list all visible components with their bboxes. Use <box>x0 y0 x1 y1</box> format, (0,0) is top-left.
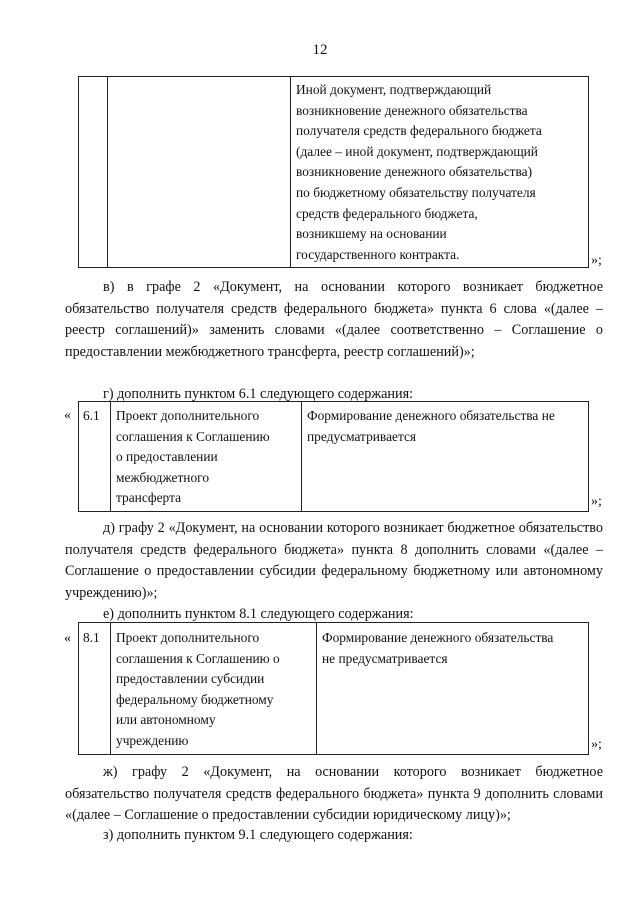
cell-line: (далее – иной документ, подтверждающий <box>296 143 538 159</box>
cell-line: по бюджетному обязательству получателя <box>296 184 536 200</box>
cell-line: средств федерального бюджета, <box>296 205 478 221</box>
opening-quote: « <box>64 408 71 423</box>
closing-quote: »; <box>591 494 602 509</box>
closing-quote: »; <box>591 253 602 268</box>
table-continuation <box>78 76 589 268</box>
cell-line: федеральному бюджетному <box>116 691 274 707</box>
table-item-6-1 <box>78 401 589 512</box>
table-cell-name <box>108 77 291 268</box>
cell-line: Формирование денежного обязательства не <box>307 408 555 423</box>
table-cell-name <box>111 623 317 755</box>
cell-line: о предоставлении <box>116 449 218 465</box>
cell-line: соглашения к Соглашению <box>116 428 270 444</box>
paragraph-d: д) графу 2 «Документ, на основании которого возникает бюджетное обязательство получателя средств федерального бюджета» пункта 8 дополнить словами «(далее – Соглашение о предоставлении субсидии федеральному бюджетному или автономному учреждению)»; <box>65 520 603 601</box>
cell-line: соглашения к Соглашению о <box>116 650 280 666</box>
cell-line: возникновение денежного обязательства <box>296 102 528 118</box>
table-cell-document <box>291 77 589 268</box>
paragraph-v: в) в графе 2 «Документ, на основании которого возникает бюджетное обязательство получателя средств федерального бюджета» пункта 6 слова «(далее – реестр соглашений)» заменить словами «(далее соответственно – Соглашение о предоставлении межбюджетного трансферта, реестр соглашений)»; <box>65 279 603 360</box>
table-row <box>79 623 589 755</box>
cell-line: Проект дополнительного <box>116 630 260 645</box>
cell-line: межбюджетного <box>116 469 210 485</box>
table-item-8-1 <box>78 622 589 755</box>
table-row <box>79 402 589 512</box>
page-number: 12 <box>312 42 328 58</box>
cell-line: не предусматривается <box>322 650 448 666</box>
cell-line: Иной документ, подтверждающий <box>296 82 492 97</box>
paragraph-z: з) дополнить пунктом 9.1 следующего содержания: <box>103 827 413 843</box>
cell-line: или автономному <box>116 712 216 728</box>
table-cell-number <box>79 77 108 268</box>
cell-line: Формирование денежного обязательства <box>322 630 554 645</box>
cell-line: трансферта <box>116 490 182 506</box>
cell-line: Проект дополнительного <box>116 408 260 423</box>
table-cell-number: 8.1 <box>79 623 111 755</box>
paragraph-zh: ж) графу 2 «Документ, на основании которого возникает бюджетное обязательство получателя средств федерального бюджета» пункта 9 дополнить словами «(далее – Соглашение о предоставлении субсидии юридическому лицу)»; <box>65 764 603 823</box>
paragraph-e: е) дополнить пунктом 8.1 следующего содержания: <box>103 606 414 622</box>
table-cell-document <box>317 623 589 755</box>
closing-quote: »; <box>591 737 602 752</box>
cell-line: возникшему на основании <box>296 226 447 242</box>
cell-line: государственного контракта. <box>296 246 460 262</box>
table-cell-document <box>302 402 589 512</box>
cell-line: предусматривается <box>307 428 417 444</box>
opening-quote: « <box>64 631 71 646</box>
cell-line: получателя средств федерального бюджета <box>296 123 542 139</box>
cell-line: возникновение денежного обязательства) <box>296 164 533 180</box>
cell-line: учреждению <box>116 732 189 748</box>
cell-line: предоставлении субсидии <box>116 671 265 687</box>
table-cell-number: 6.1 <box>79 402 111 512</box>
table-row <box>79 77 589 268</box>
table-cell-name <box>111 402 302 512</box>
paragraph-g: г) дополнить пунктом 6.1 следующего содержания: <box>103 386 414 402</box>
